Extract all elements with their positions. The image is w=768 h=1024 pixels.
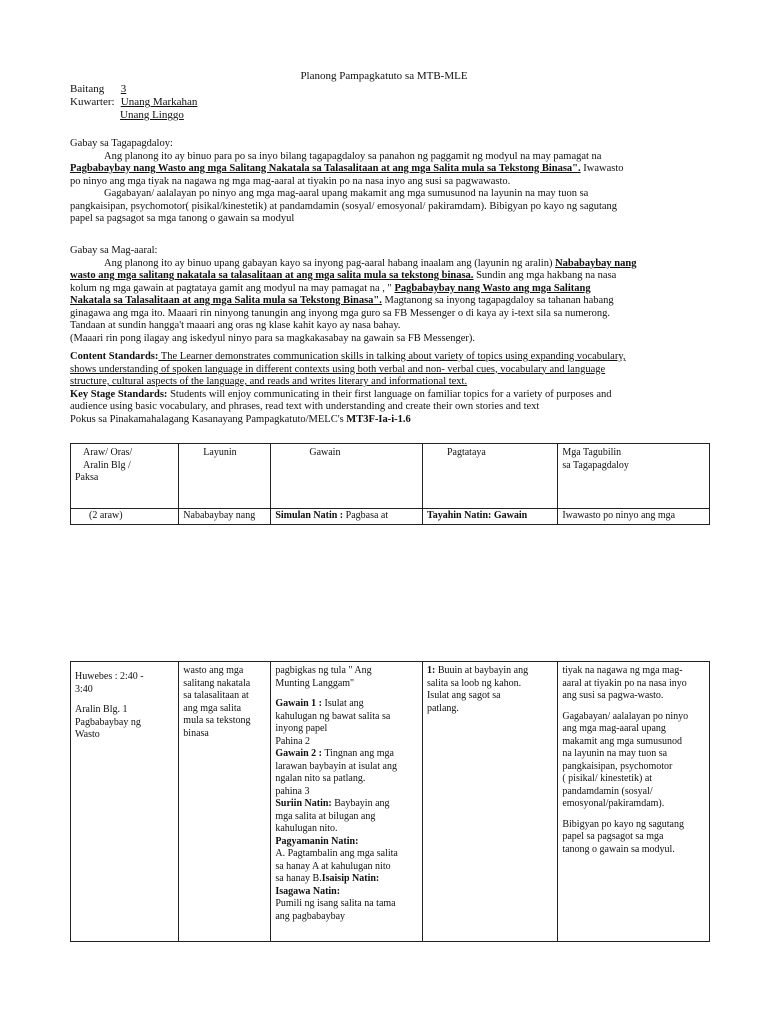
gt-p1-line1: Ang planong ito ay binuo para po sa inyo bilang tagapagdaloy sa panahon ng paggamit ng modyul na may pamagat na: [104, 150, 602, 162]
tagubilin-p2-l8: emosyonal/pakiramdam).: [562, 798, 665, 809]
tagubilin-p2-l7: pandamdamin (sosyal/: [562, 785, 653, 797]
layunin-line6: binasa: [183, 727, 209, 739]
tagubilin-p2-l5: pangkaisipan, psychomotor: [562, 760, 673, 772]
layunin-line1: wasto ang mga: [183, 665, 244, 676]
header-pagtataya-text: Pagtataya: [446, 447, 486, 458]
gabay-tagapagdaloy-heading: Gabay sa Tagapagdaloy:: [70, 138, 173, 149]
table-row: [71, 662, 710, 942]
pagyamanin-line1: A. Pagtambalin ang mga salita: [275, 848, 398, 859]
cell-tagubilin-detail: [558, 662, 710, 942]
cell-pagtataya-detail: [422, 662, 557, 942]
baitang-value: 3: [120, 83, 127, 95]
isagawa-bold: Isagawa Natin:: [275, 885, 341, 897]
cell-gawain-detail: [271, 662, 423, 942]
layunin-line5: mula sa tekstong: [183, 715, 251, 726]
suriin-line: [275, 798, 418, 811]
gm-line1-text: Ang planong ito ay binuo upang gabayan kayo sa inyong pag-aaral habang inaalam ang (layunin ng aralin): [104, 257, 556, 269]
pagyamanin-bold: Pagyamanin Natin:: [275, 835, 359, 847]
gt-p2-line3: papel sa pagsagot sa mga tanong o gawain sa modyul: [70, 213, 295, 224]
gawain2-bold: Gawain 2 :: [275, 748, 323, 759]
pagyamanin-line2: sa hanay A at kahulugan nito: [275, 860, 391, 872]
tagubilin-p3-l3: tanong o gawain sa modyul.: [562, 843, 675, 855]
gawain2-text: Tingnan ang mga: [322, 748, 394, 759]
gm-line6: Tandaan at sundin hangga't maaari ang oras ng klase kahit kayo ay nasa bahay.: [70, 320, 401, 331]
cs-text1: The Learner demonstrates communication skills in talking about variety of topics using expanding vocabulary,: [158, 351, 626, 362]
cell-araw-text: (2 araw): [89, 510, 123, 521]
header-tagubilin-l1: Mga Tagubilin: [562, 447, 622, 458]
header-gawain: [271, 444, 423, 509]
gawain1-bold: Gawain 1 :: [275, 698, 323, 709]
module-title-bold: Pagbabaybay nang Wasto ang mga Salitang Nakatala sa Talasalitaan at ang mga Salita mula sa Tekstong Binasa".: [70, 163, 581, 174]
kuwarter-label: Kuwarter:: [70, 96, 115, 108]
isagawa-line1: Pumili ng isang salita na tama: [275, 898, 396, 909]
ks-line2: audience using basic vocabulary, and phrases, read text with understanding and create their own stories and text: [70, 401, 540, 412]
melc-code: MT3F-Ia-i-1.6: [346, 413, 411, 425]
gawain2-line3: ngalan nito sa patlang.: [275, 773, 366, 784]
tagubilin-p3-l2: papel sa pagsagot sa mga: [562, 831, 664, 842]
ks-text1: Students will enjoy communicating in their first language on familiar topics for a variety of purposes and: [167, 388, 612, 400]
cs-line3: structure, cultural aspects of the language, and reads and writes literary and informational text.: [70, 376, 468, 387]
header-araw-l3: Paksa: [75, 472, 99, 483]
tagubilin-p2-l4: na layunin na may tuon sa: [562, 748, 668, 759]
gm-line3: [70, 283, 700, 296]
cell-araw: [71, 509, 179, 525]
header-tagubilin-l2: sa Tagapagdaloy: [562, 459, 629, 471]
pagtataya-line1: [427, 665, 553, 678]
gm-line4-text: Magtanong sa inyong tagapagdaloy sa tahanan habang: [381, 295, 614, 306]
layunin-line4: ang mga salita: [183, 702, 242, 714]
pagtataya-line3: Isulat ang sagot sa: [426, 690, 501, 701]
gawain-line2: Munting Langgam": [275, 677, 355, 689]
kuwarter-value: Unang Markahan: [120, 96, 198, 108]
ks-line1: [70, 389, 700, 402]
gm-line2: [70, 270, 700, 283]
araw-line6: Wasto: [75, 729, 100, 740]
suriin-line3: kahulugan nito.: [275, 823, 338, 834]
cs-line2: shows understanding of spoken language in different contexts using both verbal and non- verbal cues, vocabulary and language: [70, 363, 606, 375]
pagtataya-bold: 1:: [426, 665, 436, 676]
lesson-table-header: [70, 443, 710, 525]
pagyamanin-line3-text: sa hanay B.: [275, 873, 322, 884]
gm-line5: ginagawa ang mga ito. Maaari rin ninyong tanungin ang inyong mga guro sa FB Messenger o di kaya ay i-text sila sa numerong.: [70, 307, 611, 319]
gawain2-line: [275, 748, 418, 761]
melc-line: [70, 414, 700, 427]
table-header-row: [71, 444, 710, 509]
header-gawain-text: Gawain: [309, 447, 341, 458]
pagtataya-line2: salita sa loob ng kahon.: [426, 677, 522, 689]
gt-p1-iwawasto: Iwawasto: [580, 163, 624, 174]
cell-gawain-bold: Simulan Natin :: [275, 510, 344, 521]
header-tagubilin: [558, 444, 710, 509]
cell-layunin: Nababaybay nang: [179, 509, 271, 525]
gawain1-line: [275, 698, 418, 711]
araw-line5: Pagbabaybay ng: [75, 716, 141, 728]
cell-araw-detail: [71, 662, 179, 942]
isagawa-line2: ang pagbabaybay: [275, 910, 346, 922]
lesson-table-continued: [70, 661, 710, 942]
gm-line1-bold: Nababaybay nang: [555, 257, 637, 269]
tagubilin-p2-l6: ( pisikal/ kinestetik) at: [562, 773, 653, 784]
gt-p1-line2: [70, 163, 700, 176]
layunin-line2: salitang nakatala: [183, 677, 251, 689]
gawain-line1: pagbigkas ng tula " Ang: [275, 665, 372, 676]
gawain1-line2: kahulugan ng bawat salita sa: [275, 710, 391, 722]
cell-gawain-text: Pagbasa at: [343, 510, 389, 521]
tagubilin-p2-l3: makamit ang mga sumusunod: [562, 735, 683, 747]
araw-line2: 3:40: [75, 683, 93, 695]
layunin-line3: sa talasalitaan at: [183, 690, 249, 701]
kuwarter-row: [70, 96, 197, 109]
header-araw-l1: Araw/ Oras/: [83, 447, 133, 458]
document-title: Planong Pampagkatuto sa MTB-MLE: [300, 70, 468, 82]
pagtataya-text1: Buuin at baybayin ang: [435, 665, 529, 676]
cs-label: Content Standards:: [70, 351, 159, 362]
cs-line1: [70, 351, 700, 364]
melc-text: Pokus sa Pinakamahalagang Kasanayang Pampagkatuto/MELC's: [70, 413, 347, 425]
gawain2-line4: pahina 3: [275, 785, 310, 797]
header-araw: [71, 444, 179, 509]
tagubilin-p2-l2: ang mga mag-aaral upang: [562, 723, 666, 734]
cell-layunin-detail: [179, 662, 271, 942]
table-row: [71, 509, 710, 525]
tagubilin-p1-l2: aaral at tiyakin po na nasa inyo: [562, 677, 687, 689]
tagubilin-p1-l3: ang susi sa pagwa-wasto.: [562, 690, 664, 701]
gm-line7: (Maaari rin pong ilagay ang iskedyul ninyo para sa magkakasabay na gawain sa FB Messenger).: [70, 332, 476, 344]
gm-line2-text: Sundin ang mga hakbang na nasa: [473, 270, 617, 281]
pagyamanin-line3: [275, 873, 418, 886]
content-standards-section: [70, 351, 700, 426]
gm-line3-bold: Pagbabaybay nang Wasto ang mga Salitang: [394, 282, 591, 294]
gawain2-line2: larawan baybayin at isulat ang: [275, 760, 397, 772]
header-layunin: [179, 444, 271, 509]
gt-p2-line1: Gagabayan/ aalalayan po ninyo ang mga mag-aaral upang makamit ang mga sumusunod na layunin na may tuon sa: [104, 188, 589, 199]
gawain1-text: Isulat ang: [322, 698, 364, 709]
gawain1-line3: inyong papel: [275, 723, 328, 734]
linggo-value: Unang Linggo: [120, 109, 184, 121]
gm-line3-text: kolum ng mga gawain at pagtataya gamit ang modyul na may pamagat na , ": [70, 282, 395, 294]
gawain1-line4: Pahina 2: [275, 735, 311, 747]
header-araw-l2: Aralin Blg /: [83, 459, 131, 471]
header-pagtataya: [422, 444, 557, 509]
araw-line1: Huwebes : 2:40 -: [75, 671, 144, 682]
gabay-magaaral-heading: Gabay sa Mag-aaral:: [70, 245, 158, 256]
suriin-text: Baybayin ang: [331, 798, 390, 809]
gt-p2-line2: pangkaisipan, psychomotor( pisikal/kinestetik) at pandamdamin (sosyal/ emosyonal/ pakiramdam). Bibigyan po kayo ng sagutang: [70, 200, 618, 212]
gm-line1: [70, 258, 700, 271]
baitang-label: Baitang: [70, 83, 105, 95]
tagubilin-p2-l1: Gagabayan/ aalalayan po ninyo: [562, 710, 689, 722]
header-layunin-text: Layunin: [203, 447, 237, 458]
pagtataya-line4: patlang.: [426, 702, 459, 714]
cell-pagtataya: Tayahin Natin: Gawain: [422, 509, 557, 525]
suriin-bold: Suriin Natin:: [275, 798, 332, 809]
gm-line4-bold: Nakatala sa Talasalitaan at ang mga Salita mula sa Tekstong Binasa".: [70, 295, 382, 306]
baitang-row: [70, 83, 126, 96]
suriin-line2: mga salita at bilugan ang: [275, 810, 376, 822]
araw-line4: Aralin Blg. 1: [75, 704, 128, 715]
gabay-tagapagdaloy-section: [70, 138, 700, 226]
gm-line4: [70, 295, 700, 308]
cell-gawain: [271, 509, 423, 525]
tagubilin-p1-l1: tiyak na nagawa ng mga mag-: [562, 665, 683, 676]
ks-label: Key Stage Standards:: [70, 388, 168, 400]
gabay-magaaral-section: [70, 245, 700, 345]
gm-line2-bold: wasto ang mga salitang nakatala sa talasalitaan at ang mga salita mula sa tekstong binasa.: [70, 270, 474, 281]
linggo-row: [120, 109, 184, 122]
gt-p1-line3: po ninyo ang mga tiyak na nagawa ng mga mag-aaral at tiyakin po na nasa inyo ang susi sa pagwawasto.: [70, 175, 511, 187]
tagubilin-p3-l1: Bibigyan po kayo ng sagutang: [562, 818, 684, 830]
isaisip-bold: Isaisip Natin:: [321, 873, 380, 884]
cell-tagubilin: Iwawasto po ninyo ang mga: [558, 509, 710, 525]
